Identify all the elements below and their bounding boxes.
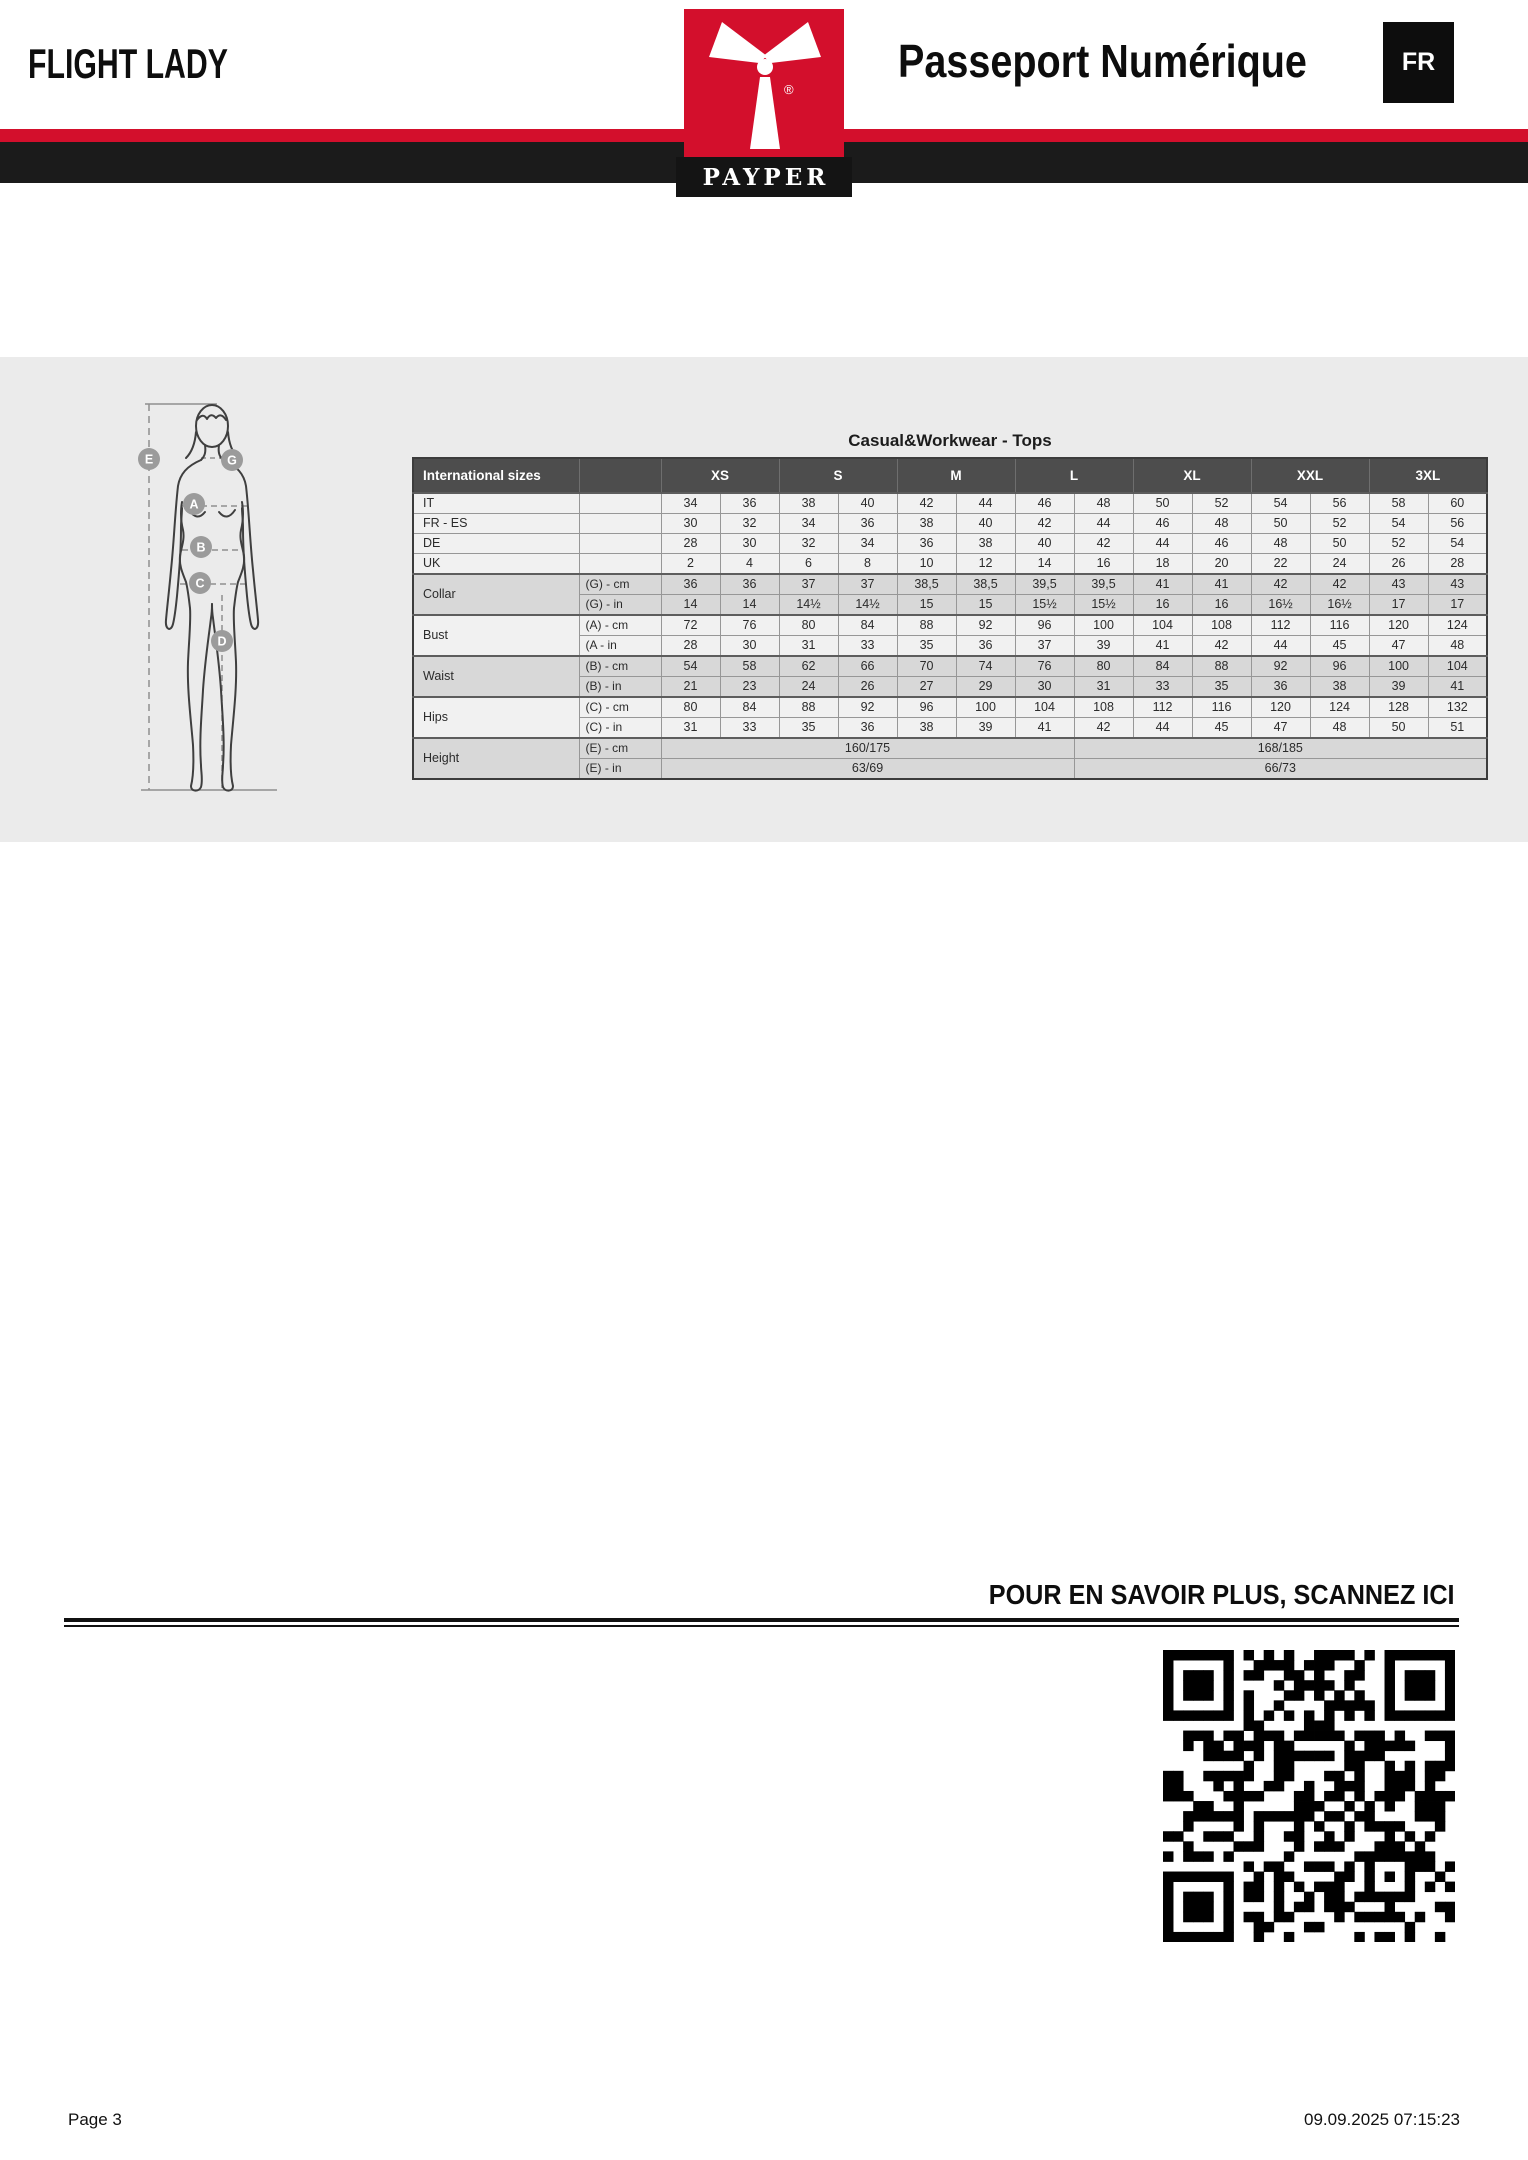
size-value-cell: 38,5 — [956, 574, 1015, 595]
table-row — [413, 514, 1487, 534]
size-value-cell: 44 — [1133, 534, 1192, 554]
size-value-cell: 80 — [1074, 656, 1133, 677]
size-value-cell: 32 — [720, 514, 779, 534]
qr-section-heading: POUR EN SAVOIR PLUS, SCANNEZ ICI — [989, 1579, 1455, 1610]
size-value-cell: 15 — [897, 595, 956, 616]
size-value-cell: 30 — [661, 514, 720, 534]
size-value-cell: 51 — [1428, 718, 1487, 739]
svg-text:B: B — [196, 540, 206, 555]
size-value-cell: 88 — [779, 697, 838, 718]
measurement-figure — [125, 390, 300, 810]
size-value-cell: 50 — [1133, 493, 1192, 514]
size-value-cell: 50 — [1310, 534, 1369, 554]
size-value-cell: 30 — [1015, 677, 1074, 698]
size-value-cell: 60 — [1428, 493, 1487, 514]
size-value-cell: 54 — [1251, 493, 1310, 514]
size-value-cell: 28 — [1428, 554, 1487, 575]
label-B — [190, 536, 212, 558]
size-value-cell: 26 — [838, 677, 897, 698]
size-value-cell: 35 — [897, 636, 956, 657]
label-E — [138, 448, 160, 470]
divider-rule-thick — [64, 1618, 1459, 1622]
size-value-cell: 120 — [1251, 697, 1310, 718]
size-value-cell: 26 — [1369, 554, 1428, 575]
size-value-cell: 33 — [838, 636, 897, 657]
size-value-cell: 38,5 — [897, 574, 956, 595]
size-column-header: M — [897, 458, 1015, 493]
svg-text:G: G — [227, 453, 237, 468]
size-chart-title: Casual&Workwear - Tops — [848, 431, 1052, 450]
size-value-cell: 16 — [1133, 595, 1192, 616]
size-value-cell: 46 — [1192, 534, 1251, 554]
measure-group-label: Collar — [413, 574, 579, 615]
size-value-cell: 48 — [1310, 718, 1369, 739]
size-value-cell: 24 — [779, 677, 838, 698]
row-sub-label: (G) - in — [579, 595, 661, 616]
size-value-cell: 84 — [720, 697, 779, 718]
footer-page-number: Page 3 — [68, 2110, 122, 2129]
row-sub-label — [579, 514, 661, 534]
size-value-cell: 30 — [720, 534, 779, 554]
size-value-cell: 27 — [897, 677, 956, 698]
size-value-cell: 38 — [779, 493, 838, 514]
size-value-cell: 14 — [661, 595, 720, 616]
size-column-header: XXL — [1251, 458, 1369, 493]
size-value-cell: 100 — [1369, 656, 1428, 677]
size-value-cell: 38 — [956, 534, 1015, 554]
table-row — [413, 615, 1487, 636]
size-value-cell: 38 — [1310, 677, 1369, 698]
size-value-cell: 50 — [1251, 514, 1310, 534]
size-value-cell: 37 — [779, 574, 838, 595]
size-value-cell: 46 — [1015, 493, 1074, 514]
size-value-cell: 128 — [1369, 697, 1428, 718]
table-row — [413, 554, 1487, 575]
size-value-cell: 56 — [1428, 514, 1487, 534]
row-sub-label — [579, 554, 661, 575]
size-column-header: S — [779, 458, 897, 493]
row-label: DE — [413, 534, 579, 554]
size-value-cell: 92 — [838, 697, 897, 718]
size-value-cell: 14½ — [779, 595, 838, 616]
size-value-cell: 96 — [1015, 615, 1074, 636]
label-A — [183, 493, 205, 515]
size-value-cell: 16½ — [1310, 595, 1369, 616]
height-span-cell: 63/69 — [661, 759, 1074, 780]
size-value-cell: 72 — [661, 615, 720, 636]
document-title: Passeport Numérique — [898, 35, 1307, 87]
size-value-cell: 112 — [1133, 697, 1192, 718]
size-value-cell: 14 — [1015, 554, 1074, 575]
size-value-cell: 92 — [956, 615, 1015, 636]
size-value-cell: 76 — [1015, 656, 1074, 677]
size-value-cell: 36 — [1251, 677, 1310, 698]
table-row — [413, 493, 1487, 514]
row-sub-label: (E) - in — [579, 759, 661, 780]
size-table — [412, 457, 1488, 780]
product-title: FLIGHT LADY — [28, 40, 228, 87]
size-value-cell: 43 — [1428, 574, 1487, 595]
size-value-cell: 58 — [1369, 493, 1428, 514]
propeller-logo-icon — [684, 9, 844, 157]
svg-text:C: C — [195, 576, 205, 591]
size-value-cell: 36 — [720, 493, 779, 514]
height-span-cell: 160/175 — [661, 738, 1074, 759]
size-value-cell: 88 — [1192, 656, 1251, 677]
row-sub-label: (G) - cm — [579, 574, 661, 595]
size-value-cell: 35 — [779, 718, 838, 739]
size-value-cell: 24 — [1310, 554, 1369, 575]
size-value-cell: 120 — [1369, 615, 1428, 636]
size-value-cell: 37 — [1015, 636, 1074, 657]
row-label: FR - ES — [413, 514, 579, 534]
size-value-cell: 39 — [1074, 636, 1133, 657]
svg-text:A: A — [189, 497, 199, 512]
size-value-cell: 15½ — [1074, 595, 1133, 616]
measure-group-label: Bust — [413, 615, 579, 656]
size-value-cell: 18 — [1133, 554, 1192, 575]
size-value-cell: 41 — [1192, 574, 1251, 595]
size-column-header: L — [1015, 458, 1133, 493]
size-value-cell: 34 — [779, 514, 838, 534]
size-value-cell: 80 — [779, 615, 838, 636]
size-value-cell: 96 — [897, 697, 956, 718]
size-value-cell: 116 — [1192, 697, 1251, 718]
size-value-cell: 70 — [897, 656, 956, 677]
size-value-cell: 48 — [1192, 514, 1251, 534]
size-value-cell: 34 — [661, 493, 720, 514]
size-chart — [412, 457, 1488, 780]
size-value-cell: 40 — [838, 493, 897, 514]
size-value-cell: 38 — [897, 718, 956, 739]
size-value-cell: 45 — [1192, 718, 1251, 739]
size-value-cell: 52 — [1192, 493, 1251, 514]
size-value-cell: 42 — [1310, 574, 1369, 595]
size-value-cell: 43 — [1369, 574, 1428, 595]
size-value-cell: 39,5 — [1074, 574, 1133, 595]
size-value-cell: 21 — [661, 677, 720, 698]
size-value-cell: 39 — [1369, 677, 1428, 698]
size-value-cell: 54 — [1369, 514, 1428, 534]
size-value-cell: 100 — [1074, 615, 1133, 636]
size-value-cell: 12 — [956, 554, 1015, 575]
row-sub-label: (B) - in — [579, 677, 661, 698]
size-value-cell: 41 — [1133, 574, 1192, 595]
size-value-cell: 96 — [1310, 656, 1369, 677]
svg-text:E: E — [144, 452, 154, 467]
size-value-cell: 30 — [720, 636, 779, 657]
size-column-header: XS — [661, 458, 779, 493]
size-value-cell: 2 — [661, 554, 720, 575]
size-value-cell: 38 — [897, 514, 956, 534]
row-label: UK — [413, 554, 579, 575]
size-value-cell: 34 — [838, 534, 897, 554]
header-row — [413, 458, 1487, 493]
size-value-cell: 17 — [1369, 595, 1428, 616]
size-value-cell: 35 — [1192, 677, 1251, 698]
qr-code — [1163, 1650, 1455, 1942]
size-value-cell: 29 — [956, 677, 1015, 698]
size-value-cell: 45 — [1310, 636, 1369, 657]
size-value-cell: 42 — [1251, 574, 1310, 595]
size-value-cell: 84 — [838, 615, 897, 636]
size-value-cell: 52 — [1310, 514, 1369, 534]
size-value-cell: 31 — [779, 636, 838, 657]
size-value-cell: 48 — [1074, 493, 1133, 514]
table-corner-label: International sizes — [413, 458, 579, 493]
row-sub-label: (A - in — [579, 636, 661, 657]
size-value-cell: 124 — [1428, 615, 1487, 636]
size-value-cell: 44 — [1074, 514, 1133, 534]
size-value-cell: 104 — [1428, 656, 1487, 677]
size-value-cell: 8 — [838, 554, 897, 575]
footer-timestamp: 09.09.2025 07:15:23 — [1304, 2110, 1460, 2129]
size-value-cell: 22 — [1251, 554, 1310, 575]
size-value-cell: 33 — [1133, 677, 1192, 698]
size-value-cell: 39 — [956, 718, 1015, 739]
brand-wordmark: PAYPER — [676, 157, 852, 197]
label-G — [221, 449, 243, 471]
size-value-cell: 36 — [956, 636, 1015, 657]
size-value-cell: 100 — [956, 697, 1015, 718]
size-value-cell: 56 — [1310, 493, 1369, 514]
measure-group-label: Height — [413, 738, 579, 779]
size-value-cell: 23 — [720, 677, 779, 698]
registered-mark: ® — [784, 82, 794, 97]
size-value-cell: 40 — [1015, 534, 1074, 554]
size-value-cell: 66 — [838, 656, 897, 677]
size-value-cell: 10 — [897, 554, 956, 575]
size-value-cell: 36 — [661, 574, 720, 595]
size-value-cell: 84 — [1133, 656, 1192, 677]
label-C — [189, 572, 211, 594]
size-value-cell: 44 — [956, 493, 1015, 514]
size-value-cell: 54 — [1428, 534, 1487, 554]
size-value-cell: 28 — [661, 534, 720, 554]
size-value-cell: 50 — [1369, 718, 1428, 739]
size-value-cell: 15 — [956, 595, 1015, 616]
size-value-cell: 42 — [1192, 636, 1251, 657]
row-sub-label: (C) - cm — [579, 697, 661, 718]
size-value-cell: 40 — [956, 514, 1015, 534]
table-row — [413, 534, 1487, 554]
size-value-cell: 104 — [1133, 615, 1192, 636]
size-value-cell: 54 — [661, 656, 720, 677]
table-corner-empty — [579, 458, 661, 493]
body-silhouette — [166, 405, 258, 791]
table-row — [413, 738, 1487, 759]
size-value-cell: 31 — [1074, 677, 1133, 698]
size-value-cell: 116 — [1310, 615, 1369, 636]
size-value-cell: 36 — [838, 514, 897, 534]
size-value-cell: 44 — [1251, 636, 1310, 657]
size-value-cell: 17 — [1428, 595, 1487, 616]
measure-group-label: Waist — [413, 656, 579, 697]
label-D — [211, 630, 233, 652]
size-value-cell: 4 — [720, 554, 779, 575]
height-span-cell: 66/73 — [1074, 759, 1487, 780]
size-value-cell: 108 — [1074, 697, 1133, 718]
size-value-cell: 42 — [1074, 718, 1133, 739]
row-sub-label: (B) - cm — [579, 656, 661, 677]
size-value-cell: 16½ — [1251, 595, 1310, 616]
size-value-cell: 36 — [720, 574, 779, 595]
height-span-cell: 168/185 — [1074, 738, 1487, 759]
size-value-cell: 74 — [956, 656, 1015, 677]
size-value-cell: 31 — [661, 718, 720, 739]
qr-code-image — [1163, 1650, 1455, 1942]
size-value-cell: 42 — [897, 493, 956, 514]
row-sub-label — [579, 493, 661, 514]
row-sub-label: (A) - cm — [579, 615, 661, 636]
row-sub-label: (C) - in — [579, 718, 661, 739]
size-value-cell: 47 — [1369, 636, 1428, 657]
size-value-cell: 15½ — [1015, 595, 1074, 616]
size-value-cell: 52 — [1369, 534, 1428, 554]
size-value-cell: 132 — [1428, 697, 1487, 718]
size-value-cell: 6 — [779, 554, 838, 575]
size-value-cell: 33 — [720, 718, 779, 739]
table-head — [413, 458, 1487, 493]
size-value-cell: 108 — [1192, 615, 1251, 636]
row-label: IT — [413, 493, 579, 514]
size-value-cell: 41 — [1133, 636, 1192, 657]
size-value-cell: 104 — [1015, 697, 1074, 718]
table-row — [413, 656, 1487, 677]
size-value-cell: 41 — [1428, 677, 1487, 698]
size-column-header: XL — [1133, 458, 1251, 493]
size-value-cell: 48 — [1428, 636, 1487, 657]
size-value-cell: 76 — [720, 615, 779, 636]
size-value-cell: 112 — [1251, 615, 1310, 636]
table-body — [413, 493, 1487, 779]
size-value-cell: 28 — [661, 636, 720, 657]
row-sub-label: (E) - cm — [579, 738, 661, 759]
svg-text:D: D — [217, 634, 227, 649]
table-row — [413, 574, 1487, 595]
size-column-header: 3XL — [1369, 458, 1487, 493]
size-value-cell: 37 — [838, 574, 897, 595]
divider-rule-thin — [64, 1625, 1459, 1627]
size-value-cell: 42 — [1074, 534, 1133, 554]
size-value-cell: 32 — [779, 534, 838, 554]
size-value-cell: 14 — [720, 595, 779, 616]
size-value-cell: 62 — [779, 656, 838, 677]
size-value-cell: 80 — [661, 697, 720, 718]
size-value-cell: 44 — [1133, 718, 1192, 739]
size-value-cell: 42 — [1015, 514, 1074, 534]
size-value-cell: 16 — [1192, 595, 1251, 616]
size-value-cell: 41 — [1015, 718, 1074, 739]
size-value-cell: 36 — [897, 534, 956, 554]
size-value-cell: 48 — [1251, 534, 1310, 554]
size-value-cell: 47 — [1251, 718, 1310, 739]
size-value-cell: 16 — [1074, 554, 1133, 575]
size-value-cell: 39,5 — [1015, 574, 1074, 595]
size-value-cell: 58 — [720, 656, 779, 677]
measure-group-label: Hips — [413, 697, 579, 738]
size-value-cell: 14½ — [838, 595, 897, 616]
table-row — [413, 697, 1487, 718]
language-badge: FR — [1383, 22, 1454, 103]
size-value-cell: 124 — [1310, 697, 1369, 718]
brand-logo — [684, 9, 844, 157]
size-value-cell: 46 — [1133, 514, 1192, 534]
size-value-cell: 92 — [1251, 656, 1310, 677]
size-value-cell: 20 — [1192, 554, 1251, 575]
row-sub-label — [579, 534, 661, 554]
size-value-cell: 36 — [838, 718, 897, 739]
size-value-cell: 88 — [897, 615, 956, 636]
